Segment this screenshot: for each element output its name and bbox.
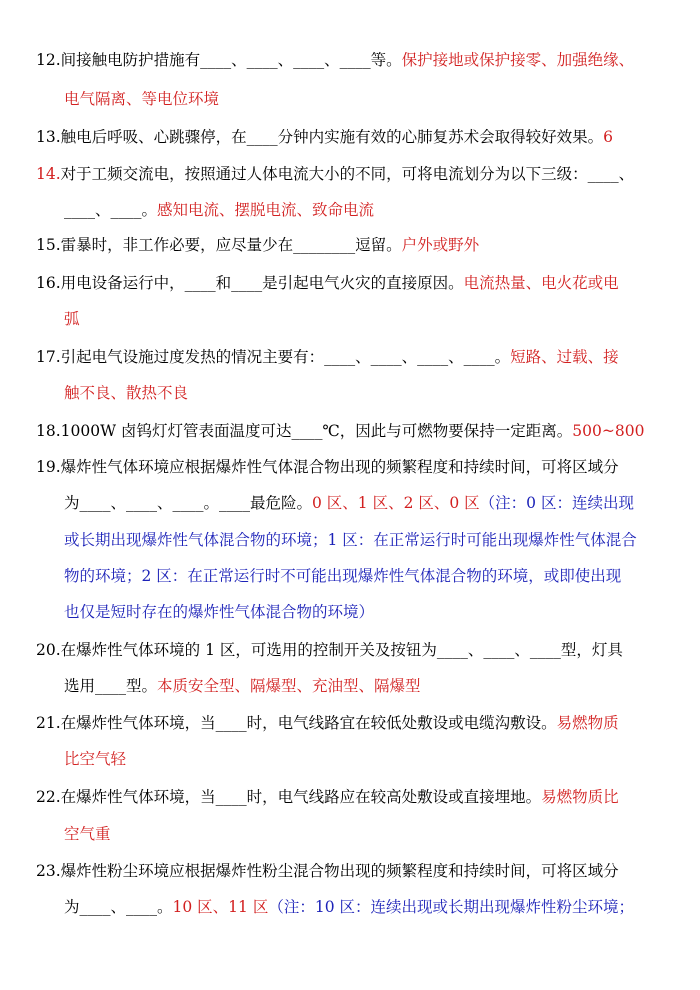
answer-text: 感知电流、摆脱电流、致命电流 xyxy=(157,201,375,219)
question-text: 22.在爆炸性气体环境，当____时，电气线路应在较高处敷设或直接埋地。 xyxy=(36,788,542,806)
question-line xyxy=(36,421,670,441)
answer-text: 触不良、散热不良 xyxy=(64,384,189,402)
answer-text: 10 区、11 区 xyxy=(172,898,269,916)
question-line xyxy=(36,861,670,881)
text-line-continuation xyxy=(64,602,670,622)
answer-text: 14. xyxy=(36,165,61,183)
question-line xyxy=(36,640,670,660)
question-text: 12.间接触电防护措施有____、____、____、____等。 xyxy=(36,51,402,69)
question-line xyxy=(36,127,670,147)
note-text: 也仅是短时存在的爆炸性气体混合物的环境） xyxy=(64,603,375,621)
answer-text: 本质安全型、隔爆型、充油型、隔爆型 xyxy=(157,677,421,695)
text-line-continuation xyxy=(64,824,670,844)
note-text: （注：10 区：连续出现或长期出现爆炸性粉尘环境； xyxy=(268,898,634,916)
answer-text: 户外或野外 xyxy=(401,236,480,254)
question-text: 16.用电设备运行中，____和____是引起电气火灾的直接原因。 xyxy=(36,274,464,292)
answer-text: 电流热量、电火花或电 xyxy=(463,274,619,292)
text-line-continuation xyxy=(64,493,670,513)
answer-text: 比空气轻 xyxy=(64,750,127,768)
question-line xyxy=(36,787,670,807)
answer-text: 电气隔离、等电位环境 xyxy=(64,90,220,108)
answer-text: 500~800 xyxy=(572,422,645,440)
question-line xyxy=(36,164,670,184)
question-text: 23.爆炸性粉尘环境应根据爆炸性粉尘混合物出现的频繁程度和持续时间，可将区域分 xyxy=(36,862,619,880)
question-text: 19.爆炸性气体环境应根据爆炸性气体混合物出现的频繁程度和持续时间，可将区域分 xyxy=(36,458,619,476)
note-text: 物的环境；2 区：在正常运行时不可能出现爆炸性气体混合物的环境，或即使出现 xyxy=(64,567,622,585)
question-text: 17.引起电气设施过度发热的情况主要有：____、____、____、____。 xyxy=(36,348,511,366)
question-line xyxy=(36,457,670,477)
text-line-continuation xyxy=(64,749,670,769)
question-line xyxy=(36,347,670,367)
question-text: 为____、____。 xyxy=(64,898,173,916)
question-line xyxy=(36,50,670,70)
question-text: 18.1000W 卤钨灯灯管表面温度可达____℃，因此与可燃物要保持一定距离。 xyxy=(36,422,573,440)
note-text: 或长期出现爆炸性气体混合物的环境；1 区：在正常运行时可能出现爆炸性气体混合 xyxy=(64,531,637,549)
answer-text: 易燃物质 xyxy=(556,714,619,732)
text-line-continuation xyxy=(64,530,670,550)
text-line-continuation xyxy=(64,309,670,329)
answer-text: 短路、过载、接 xyxy=(510,348,619,366)
question-text: 为____、____、____。____最危险。 xyxy=(64,494,313,512)
question-line xyxy=(36,273,670,293)
answer-text: 空气重 xyxy=(64,825,111,843)
question-text: ____、____。 xyxy=(64,201,158,219)
note-text: （注：0 区：连续出现 xyxy=(479,494,634,512)
text-line-continuation xyxy=(64,383,670,403)
answer-text: 6 xyxy=(603,128,614,146)
text-line-continuation xyxy=(64,676,670,696)
question-text: 13.触电后呼吸、心跳骤停，在____分钟内实施有效的心肺复苏术会取得较好效果。 xyxy=(36,128,604,146)
answer-text: 保护接地或保护接零、加强绝缘、 xyxy=(401,51,635,69)
text-line-continuation xyxy=(64,897,670,917)
answer-text: 弧 xyxy=(64,310,80,328)
question-text: 选用____型。 xyxy=(64,677,158,695)
answer-text: 易燃物质比 xyxy=(541,788,619,806)
text-line-continuation xyxy=(64,200,670,220)
question-text: 15.雷暴时，非工作必要，应尽量少在________逗留。 xyxy=(36,236,402,254)
text-line-continuation xyxy=(64,566,670,586)
question-text: 21.在爆炸性气体环境，当____时，电气线路宜在较低处敷设或电缆沟敷设。 xyxy=(36,714,557,732)
question-text: 20.在爆炸性气体环境的 1 区，可选用的控制开关及按钮为____、____、____型，灯具 xyxy=(36,641,623,659)
question-line xyxy=(36,235,670,255)
text-line-continuation xyxy=(64,89,670,109)
answer-text: 0 区、1 区、2 区、0 区 xyxy=(312,494,480,512)
question-text: 对于工频交流电，按照通过人体电流大小的不同，可将电流划分为以下三级：____、 xyxy=(60,165,635,183)
question-line xyxy=(36,713,670,733)
